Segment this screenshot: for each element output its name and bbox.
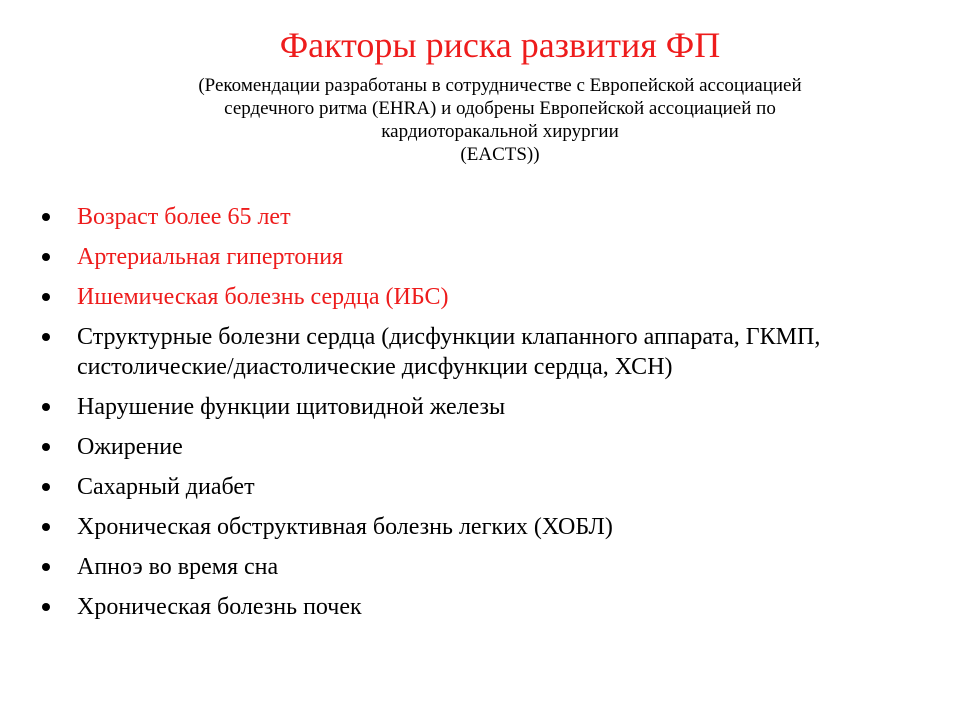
bullet-icon <box>42 293 50 301</box>
list-item-label: Структурные болезни сердца (дисфункции клапанного аппарата, ГКМП, систолические/диастолические дисфункции сердца, ХСН) <box>77 324 821 380</box>
list-item-label: Артериальная гипертония <box>77 244 344 270</box>
bullet-icon <box>42 253 50 261</box>
bullet-icon <box>42 333 50 341</box>
bullet-icon <box>42 213 50 221</box>
bullet-icon <box>42 563 50 571</box>
list-item <box>40 512 930 542</box>
list-item-label: Ишемическая болезнь сердца (ИБС) <box>77 284 449 310</box>
list-item <box>40 552 930 582</box>
bullet-icon <box>42 523 50 531</box>
subtitle-line: кардиоторакальной хирургии <box>381 121 619 142</box>
slide-title: Факторы риска развития ФП <box>279 25 721 65</box>
risk-factor-list <box>40 202 930 632</box>
bullet-icon <box>42 483 50 491</box>
bullet-icon <box>42 403 50 411</box>
subtitle-line: (EACTS)) <box>460 144 540 165</box>
bullet-icon <box>42 443 50 451</box>
list-item <box>40 472 930 502</box>
list-item-label: Хроническая болезнь почек <box>77 594 362 620</box>
list-item <box>40 202 930 232</box>
list-item <box>40 282 930 312</box>
list-item <box>40 392 930 422</box>
list-item <box>40 432 930 462</box>
slide-subtitle <box>120 74 880 166</box>
list-item <box>40 322 930 382</box>
bullet-icon <box>42 603 50 611</box>
list-item <box>40 242 930 272</box>
list-item-label: Апноэ во время сна <box>77 554 279 580</box>
list-item <box>40 592 930 622</box>
list-item-label: Хроническая обструктивная болезнь легких (ХОБЛ) <box>77 514 613 540</box>
list-item-label: Сахарный диабет <box>77 474 255 500</box>
list-item-label: Возраст более 65 лет <box>77 204 291 230</box>
subtitle-line: (Рекомендации разработаны в сотрудничестве с Европейской ассоциацией <box>198 75 802 96</box>
list-item-label: Ожирение <box>77 434 183 460</box>
subtitle-line: сердечного ритма (EHRA) и одобрены Европейской ассоциацией по <box>224 98 776 119</box>
list-item-label: Нарушение функции щитовидной железы <box>77 394 506 420</box>
